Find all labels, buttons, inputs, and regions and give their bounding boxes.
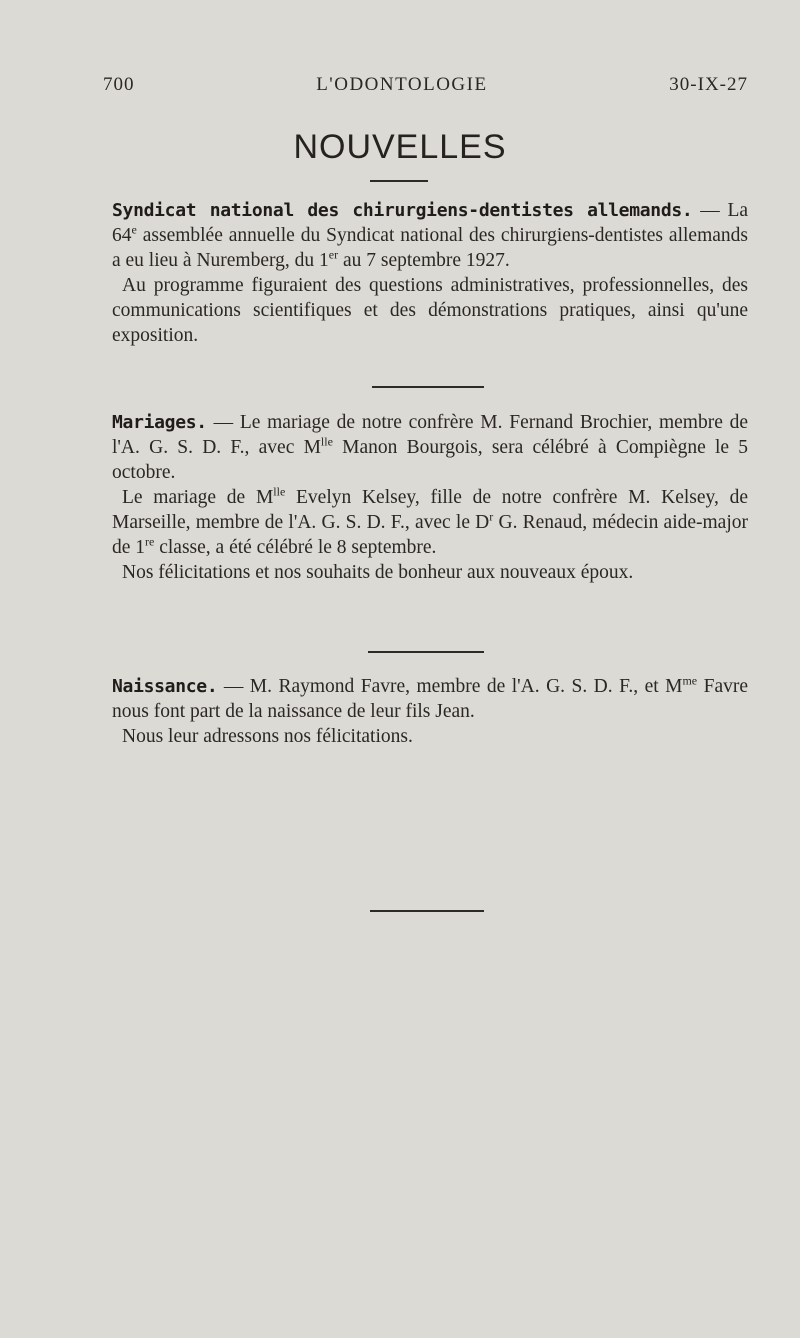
page-number: 700 bbox=[103, 74, 135, 95]
section-paragraph bbox=[112, 724, 748, 749]
section-heading: Naissance. bbox=[112, 676, 218, 697]
section-heading: Mariages. bbox=[112, 412, 207, 433]
paragraph-text: Nos félicitations et nos souhaits de bonheur aux nouveaux époux. bbox=[122, 562, 634, 583]
section-paragraph bbox=[112, 273, 748, 348]
paragraph-text: — La 64e assemblée annuelle du Syndicat national des chirurgiens-dentistes allemands a eu lieu à Nuremberg, du 1er au 7 septembre 1927. bbox=[112, 200, 749, 271]
section-divider bbox=[372, 386, 484, 388]
section-syndicat bbox=[112, 198, 748, 348]
section-mariages bbox=[112, 410, 748, 585]
section-paragraph bbox=[112, 198, 748, 273]
running-head bbox=[103, 74, 748, 96]
paragraph-text: Le mariage de $M^{lle}$ Evelyn Kelsey, fille de notre confrère M. Kelsey, de Marseille, membre de l'A. G. S. D. F., avec le $D^r$ G. Renaud, médecin aide-major de 1re classe, a été célébré le 8 septembre. bbox=[112, 484, 748, 558]
title-rule bbox=[370, 180, 428, 182]
end-rule bbox=[370, 910, 484, 912]
section-paragraph bbox=[112, 485, 748, 560]
section-divider bbox=[368, 651, 484, 653]
journal-title: L'ODONTOLOGIE bbox=[316, 74, 488, 95]
paragraph-text: — M. Raymond Favre, membre de l'A. G. S. D. F., et $M^{me}$ Favre nous font part de la naissance de leur fils Jean. bbox=[112, 673, 749, 722]
page-title: NOUVELLES bbox=[293, 128, 507, 166]
paragraph-text: Nous leur adressons nos félicitations. bbox=[122, 726, 413, 747]
paragraph-text: — Le mariage de notre confrère M. Fernand Brochier, membre de l'A. G. S. D. F., avec $M^{lle}$ Manon Bourgois, sera célébré à Compiègne le 5 octobre. bbox=[112, 412, 748, 483]
paragraph-text: Au programme figuraient des questions administratives, professionnelles, des communications scientifiques et des démonstrations pratiques, ainsi qu'une exposition. bbox=[112, 275, 748, 346]
section-heading: Syndicat national des chirurgiens-dentistes allemands. bbox=[112, 200, 693, 221]
section-paragraph bbox=[112, 674, 748, 724]
section-paragraph bbox=[112, 410, 748, 485]
section-naissance bbox=[112, 674, 748, 749]
section-paragraph bbox=[112, 560, 748, 585]
issue-date: 30-IX-27 bbox=[669, 74, 748, 95]
